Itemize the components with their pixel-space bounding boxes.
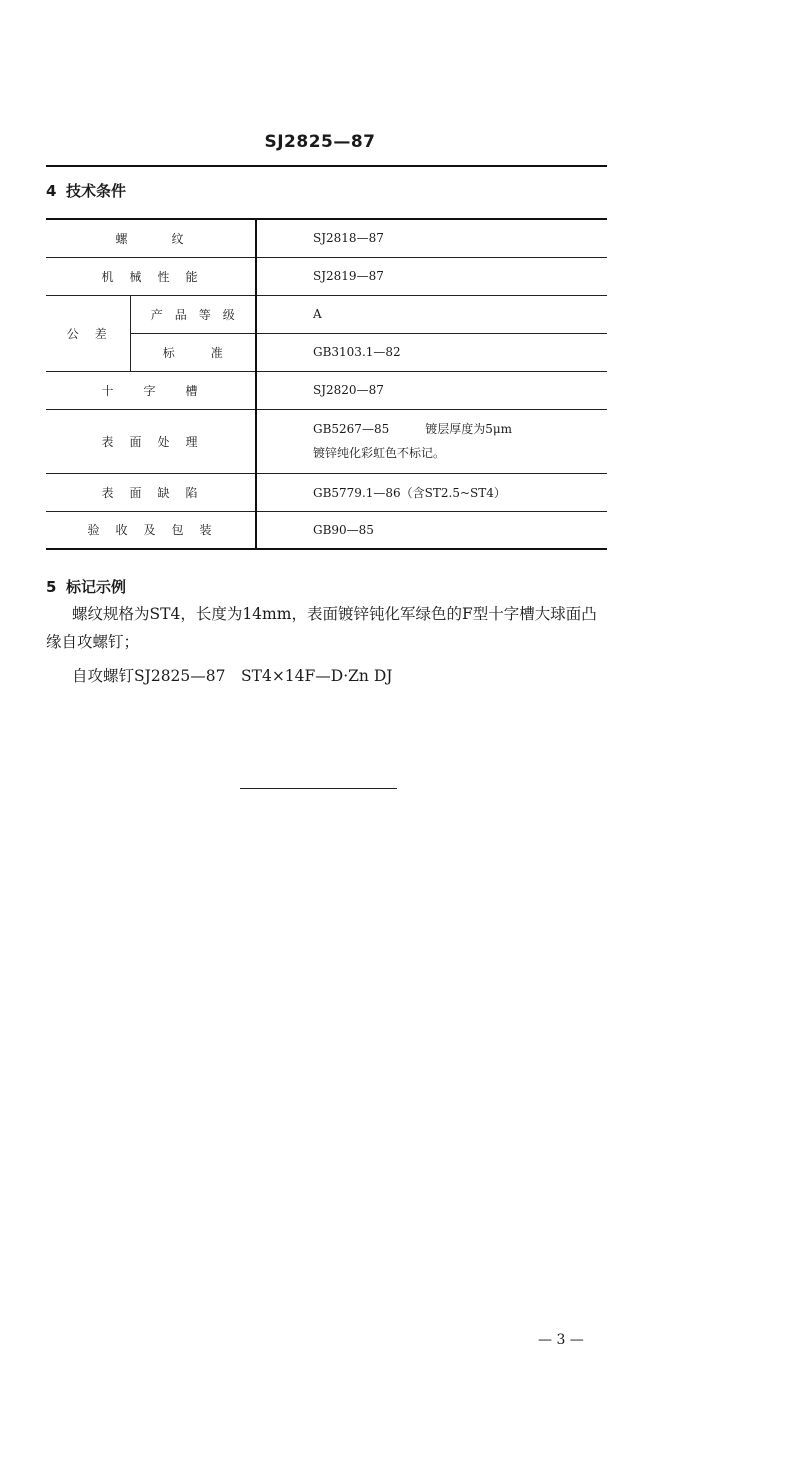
row-label: 验 收 及 包 装	[87, 523, 214, 538]
section-4-heading	[46, 180, 126, 201]
row-label: 螺 纹	[115, 231, 186, 246]
row-value-line-1: GB5267—85 镀层厚度为5μm	[313, 422, 513, 436]
row-value: GB90—85	[256, 511, 607, 549]
table-row	[46, 295, 607, 333]
row-value: A	[256, 295, 607, 333]
table-row	[46, 257, 607, 295]
row-label: 十 字 槽	[101, 383, 200, 398]
row-label: 表 面 缺 陷	[101, 485, 200, 500]
section-5-number: 5	[46, 578, 57, 596]
table-row	[46, 409, 607, 473]
section-5-heading	[46, 576, 126, 597]
row-value: GB3103.1—82	[256, 333, 607, 371]
table-row	[46, 333, 607, 371]
row-value: GB5779.1—86（含ST2.5~ST4）	[256, 473, 607, 511]
section-4-number: 4	[46, 182, 57, 200]
row-label: 表 面 处 理	[101, 434, 200, 449]
standard-number: SJ2825—87	[264, 132, 376, 152]
row-label: 产 品 等 级	[130, 295, 256, 333]
technical-conditions-table	[46, 218, 607, 550]
row-value: SJ2818—87	[256, 219, 607, 257]
table-row	[46, 371, 607, 409]
marking-example-designation: 自攻螺钉SJ2825—87 ST4×14F—D·Zn DJ	[72, 667, 393, 685]
marking-example-paragraph: 螺纹规格为ST4，长度为14mm，表面镀锌钝化军绿色的F型十字槽大球面凸缘自攻螺钉；	[46, 605, 597, 651]
row-label: 机 械 性 能	[101, 269, 200, 284]
row-value-line-2: 镀锌纯化彩虹色不标记。	[313, 446, 446, 460]
tolerance-group-label: 公 差	[66, 326, 109, 341]
section-5-title: 标记示例	[66, 578, 127, 596]
table-row	[46, 511, 607, 549]
header-rule	[46, 165, 607, 167]
row-label: 标 准	[130, 333, 256, 371]
table-row	[46, 473, 607, 511]
page-number: — 3 —	[538, 1332, 584, 1348]
row-value	[256, 409, 607, 473]
table-row	[46, 219, 607, 257]
row-value: SJ2820—87	[256, 371, 607, 409]
row-value: SJ2819—87	[256, 257, 607, 295]
section-4-title: 技术条件	[66, 182, 127, 200]
end-separator-line	[240, 788, 397, 789]
